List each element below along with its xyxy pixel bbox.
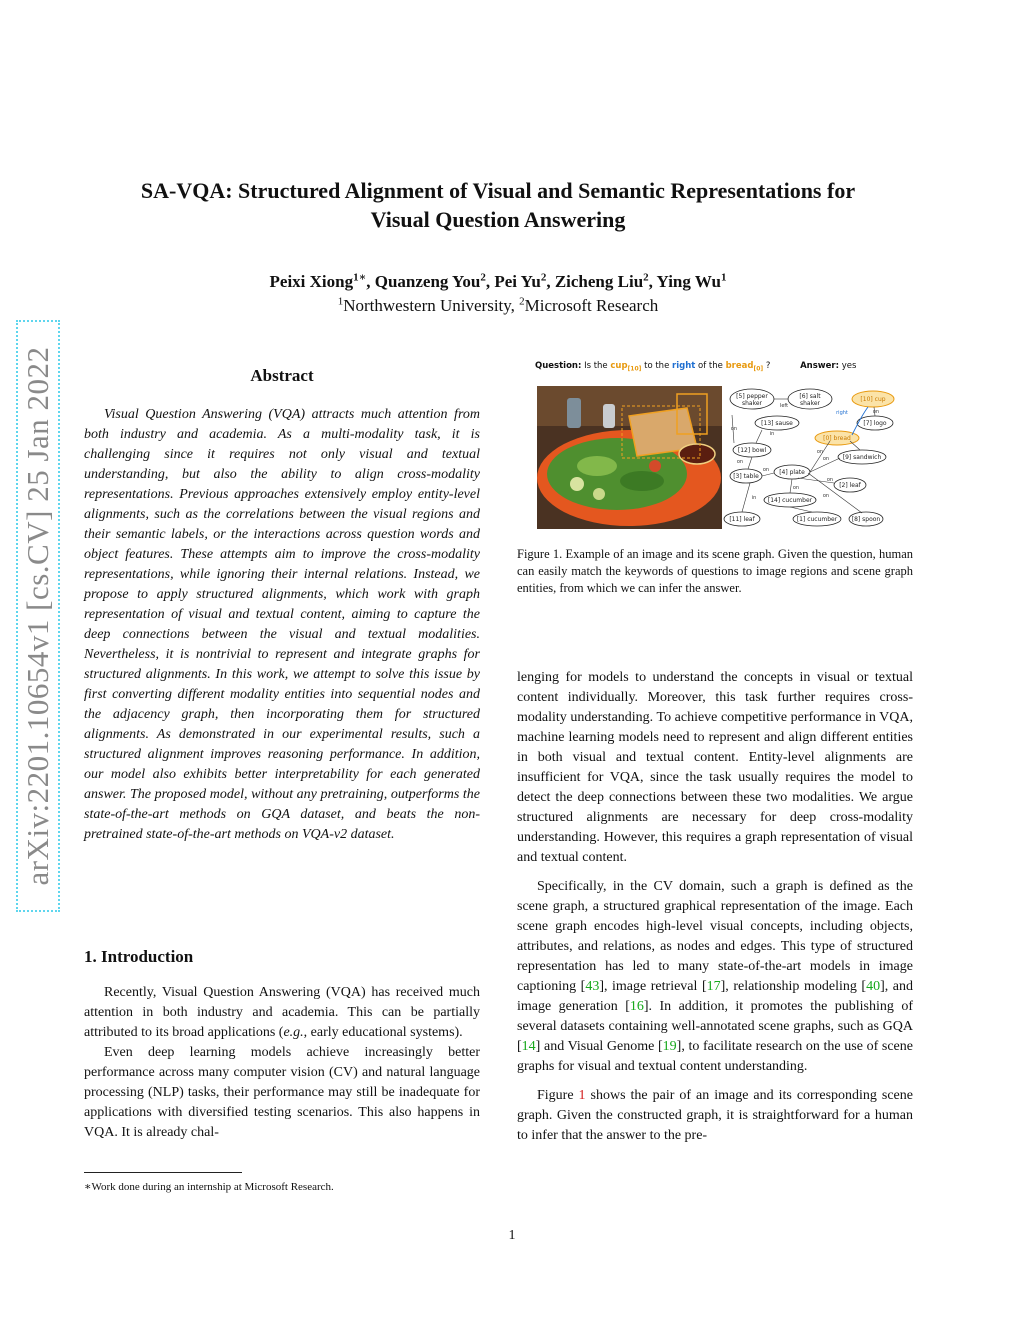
citation-link[interactable]: 19 (662, 1039, 677, 1054)
citation-link[interactable]: 43 (585, 979, 600, 994)
citation-link[interactable]: 17 (706, 979, 721, 994)
figure-ref-link[interactable]: 1 (578, 1088, 586, 1103)
abstract-heading: Abstract (250, 366, 314, 385)
eg-italic: e.g. (283, 1025, 304, 1040)
edge-label: on (736, 459, 744, 465)
edge-label: left (779, 403, 789, 409)
footnote: ∗Work done during an internship at Microsoft Research. (84, 1181, 334, 1193)
edge-label: on (816, 449, 824, 455)
figure-question: Question: Is the cup$_{[10]}$ to the right of the bread$_{[0]}$ ? Answer: yes (535, 361, 857, 373)
author-name: Ying Wu (656, 272, 721, 291)
author-name: Quanzeng You (374, 272, 481, 291)
edge-label: on (762, 467, 770, 473)
edge-label: on (826, 477, 834, 483)
edge-label: on (730, 426, 738, 432)
edge-label: on (822, 456, 830, 462)
right-column-text (517, 668, 913, 1146)
label: [3] table (733, 473, 759, 480)
abstract-text: Visual Question Answering (VQA) attracts much attention from both industry and academia. As a multi-modality task, it is challenging since it requires not only visual and textual understanding, but also the ability to align cross-modality representations. Previous approaches extensively employ entity-level alignments, such as the correlations between the visual regions and their semantic labels, or the interactions across question words and object features. These attempts aim to improve the cross-modality representations, while ignoring their internal relations. Instead, we propose to apply structured alignments, which work with graph representation of visual and textual content, aiming to capture the deep connections between the visual and textual modalities. Nevertheless, it is nontrivial to represent and integrate graphs for structured alignments. In this work, we attempt to solve this issue by first converting different modality entities into sequential nodes and the adjacency graph, then incorporating them for structured alignments. As demonstrated in our experimental results, such a structured alignment improves reasoning performance. In addition, our model also exhibits better interpretability for each generated answer. The proposed model, without any pretraining, outperforms the state-of-the-art methods on GQA dataset, and beats the non-pretrained state-of-the-art methods on VQA-v2 dataset. (84, 407, 480, 842)
paragraph: Specifically, in the CV domain, such a graph is defined as the scene graph, a structured graphical representation of the image. Each scene graph encodes high-level visual concepts, including objects, attributes, and relations, as nodes and edges. This type of structured representation has led to many state-of-the-art models in image captioning [43], image retrieval [17], relationship modeling [40], and image generation [16]. In addition, it promotes the publishing of several datasets containing well-annotated scene graphs, such as GQA [14] and Visual Genome [19], to facilitate research on the use of scene graphs for visual and textual content understanding. (517, 879, 913, 1074)
label: [1] cucumber (796, 516, 838, 523)
edge-label: right (836, 410, 848, 416)
paragraph: Recently, Visual Question Answering (VQA) has received much attention in both industry and academia. This can be partially attributed to its broad applications (e.g., early educational systems). (84, 985, 480, 1040)
label: [5] pepper (736, 393, 768, 400)
label: [14] cucumber (767, 497, 813, 504)
label: [8] spoon (851, 516, 881, 523)
label: [0] bread (823, 435, 851, 442)
author-mark: 1 (720, 271, 727, 284)
page-number: 1 (508, 1228, 516, 1243)
citation-link[interactable]: 14 (521, 1039, 536, 1054)
label: [9] sandwich (842, 454, 882, 461)
salt-shaker (603, 404, 615, 428)
label: [7] logo (863, 420, 887, 427)
author-mark: 2 (480, 271, 486, 284)
edge-label: on (822, 493, 830, 499)
edge-label: on (872, 409, 880, 415)
label: [12] bowl (737, 447, 767, 454)
arxiv-id: arXiv:2201.10654v1 [cs.CV] 25 Jan 2022 (20, 346, 55, 886)
pepper-shaker (567, 398, 581, 428)
figure-image (537, 386, 722, 529)
label: shaker (799, 400, 821, 407)
label: [2] leaf (839, 482, 861, 489)
edge-label: in (751, 495, 757, 501)
author-mark: 2 (540, 271, 547, 284)
citation-link[interactable]: 16 (629, 999, 644, 1014)
affil-name: Microsoft Research (524, 296, 659, 315)
citation-link[interactable]: 40 (866, 979, 881, 994)
author-name: Zicheng Liu (554, 272, 644, 291)
label: shaker (741, 400, 763, 407)
affil-mark: 2 (519, 295, 525, 308)
sauce-bowl (679, 444, 715, 464)
scene-graph (722, 385, 910, 531)
title-line-2: Visual Question Answering (370, 207, 626, 232)
paper-title (100, 176, 896, 234)
author-list: Peixi Xiong$^{1∗}$, Quanzeng You$^2$, Pei Yu$^2$, Zicheng Liu$^2$, Ying Wu$^1$ (269, 271, 727, 291)
edge-label: on (792, 485, 800, 491)
author-mark: 2 (643, 271, 649, 284)
affiliations: $^1$Northwestern University, $^2$Microsoft Research (337, 295, 659, 315)
food-photo (537, 386, 722, 529)
intro-text (84, 983, 480, 1143)
arxiv-stamp (16, 320, 60, 912)
footnote-rule (84, 1172, 242, 1173)
label: [10] cup (860, 396, 886, 403)
title-line-1: SA-VQA: Structured Alignment of Visual and Semantic Representations for (140, 178, 856, 203)
section-heading: 1. Introduction (84, 947, 194, 966)
affil-name: Northwestern University (343, 296, 511, 315)
paragraph: Figure 1 shows the pair of an image and its corresponding scene graph. Given the constructed graph, it is straightforward for a human to infer that the answer to the pre- (517, 1088, 913, 1143)
affil-mark: 1 (337, 295, 344, 308)
label: [13] sause (761, 420, 793, 427)
author-name: Peixi Xiong (269, 272, 354, 291)
paragraph: lenging for models to understand the concepts in visual or textual content individually. Moreover, this task further requires cross-modality understanding. To achieve competitive performance in VQA, machine learning models need to represent and align different entities in both visual and textual content. Entity-level alignments are insufficient for VQA, since the task usually requires the model to detect the deep connections between these two modalities. We argue structured alignments are necessary for deep cross-modality understanding. However, this requires a graph representation of visual and textual content. (517, 670, 913, 865)
figure-caption: Figure 1. Example of an image and its scene graph. Given the question, human can easily match the keywords of questions to image regions and scene graph entities, from which we can infer the answer. (517, 547, 913, 595)
label: [4] plate (779, 469, 805, 476)
paragraph: Even deep learning models achieve increasingly better performance across many computer vision (CV) and natural language processing (NLP) tasks, their performance may still be inadequate for applications with diversified testing scenarios. This also happens in VQA. It is already chal- (84, 1045, 480, 1140)
label: [6] salt (799, 393, 821, 400)
edge-label: in (769, 431, 775, 437)
label: [11] leaf (729, 516, 755, 523)
author-mark: 1∗ (353, 271, 367, 284)
author-name: Pei Yu (494, 272, 541, 291)
